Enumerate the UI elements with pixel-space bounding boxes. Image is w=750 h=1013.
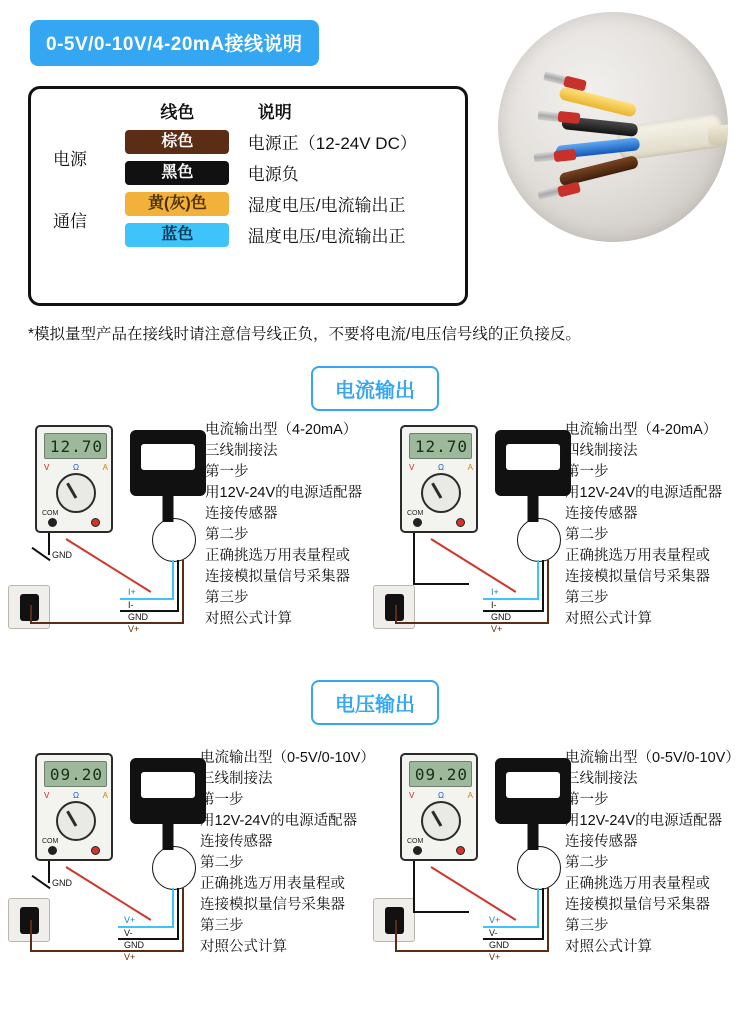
meter-dial [56, 801, 96, 841]
text-line: 连接模拟量信号采集器 [565, 897, 710, 913]
wire-brown [182, 560, 184, 622]
multimeter [35, 753, 113, 861]
text-line: 正确挑选万用表量程或 [200, 876, 345, 892]
text-line: 用12V-24V的电源适配器 [565, 813, 723, 829]
power-outlet [8, 898, 50, 942]
text-line: 对照公式计算 [200, 939, 287, 955]
wire-black-gnd [48, 861, 50, 883]
diagram-current-3wire [0, 420, 375, 670]
legend-header-color: 线色 [160, 103, 195, 122]
swatch-yellow: 黄(灰)色 [125, 192, 229, 216]
legend-desc-brown: 电源正（12-24V DC） [247, 134, 417, 153]
text-line: 电流输出型（0-5V/0-10V） [200, 750, 375, 766]
meter-jack-black [413, 846, 422, 855]
wire-brown-h [30, 950, 184, 952]
legend-group-comm: 通信 [53, 211, 87, 231]
text-line: 第一步 [200, 792, 244, 808]
section-badge-voltage: 电压输出 [311, 680, 439, 725]
sensor-window [506, 772, 560, 798]
text-line: 对照公式计算 [565, 939, 652, 955]
wire-brown-down [395, 920, 397, 951]
meter-dial [421, 473, 461, 513]
swatch-blue: 蓝色 [125, 223, 229, 247]
section-badge-current: 电流输出 [311, 366, 439, 411]
wire-brown-h [30, 622, 184, 624]
wire-black-lead [413, 533, 415, 583]
text-line: 电流输出型（4-20mA） [565, 422, 718, 438]
text-line: 连接模拟量信号采集器 [205, 569, 350, 585]
legend-row [31, 188, 465, 219]
diagram-text-voltage-3wire [200, 748, 375, 958]
meter-dial [56, 473, 96, 513]
text-line: 第一步 [205, 464, 249, 480]
sensor-probe [130, 430, 206, 496]
text-line: 第一步 [565, 792, 609, 808]
text-line: 第一步 [565, 464, 609, 480]
wire-brown-h [395, 950, 549, 952]
wire-black-lead [413, 861, 415, 911]
meter-display: 09.20 [44, 761, 107, 787]
sensor-window [141, 772, 195, 798]
wire-black2 [177, 560, 179, 610]
text-line: 四线制接法 [565, 443, 638, 459]
wire-blue [537, 560, 539, 598]
diagram-text-current-4wire [565, 420, 722, 630]
diagram-current-4wire [365, 420, 750, 670]
text-line: 第二步 [565, 527, 609, 543]
text-line: 用12V-24V的电源适配器 [205, 485, 363, 501]
page-title: 0-5V/0-10V/4-20mA接线说明 [30, 20, 319, 66]
multimeter [400, 425, 478, 533]
meter-mark-v: V [409, 791, 415, 800]
cable-split [152, 846, 196, 890]
meter-marks [44, 791, 108, 800]
text-line: 正确挑选万用表量程或 [565, 876, 710, 892]
text-line: 第二步 [565, 855, 609, 871]
text-line: 连接模拟量信号采集器 [200, 897, 345, 913]
meter-mark-ohm: Ω [438, 463, 444, 472]
label-gnd: GND [52, 550, 72, 560]
multimeter [35, 425, 113, 533]
text-line: 连接传感器 [565, 834, 638, 850]
sensor-window [506, 444, 560, 470]
legend-row [31, 126, 465, 157]
sensor-window [141, 444, 195, 470]
wire-black2 [542, 888, 544, 938]
wire-black-gnd [48, 533, 50, 555]
label-v-plus: V+ [128, 624, 140, 634]
wire-red-probe [65, 866, 151, 921]
power-outlet [373, 898, 415, 942]
wire-brown [182, 888, 184, 950]
text-line: 三线制接法 [205, 443, 278, 459]
meter-jack-black [48, 846, 57, 855]
wire-brown-h [395, 622, 549, 624]
diagram-text-voltage-4wire [565, 748, 740, 958]
label-gnd2: GND [489, 940, 509, 950]
legend-header-desc: 说明 [257, 103, 292, 122]
text-line: 连接模拟量信号采集器 [565, 569, 710, 585]
cable-split [517, 518, 561, 562]
wire-brown [547, 560, 549, 622]
text-line: 第三步 [565, 590, 609, 606]
label-v-plus-1: V+ [124, 915, 136, 925]
text-line: 对照公式计算 [565, 611, 652, 627]
meter-mark-v: V [44, 463, 50, 472]
text-line: 第三步 [205, 590, 249, 606]
text-line: 用12V-24V的电源适配器 [200, 813, 358, 829]
text-line: 连接传感器 [205, 506, 278, 522]
wire-brown [547, 888, 549, 950]
text-line: 正确挑选万用表量程或 [205, 548, 350, 564]
meter-mark-ohm: Ω [73, 463, 79, 472]
text-line: 电流输出型（0-5V/0-10V） [565, 750, 740, 766]
meter-com-label: COM [407, 510, 424, 517]
meter-mark-a: A [467, 791, 473, 800]
text-line: 三线制接法 [200, 771, 273, 787]
diagram-voltage-4wire [365, 748, 750, 998]
label-i-plus: I+ [128, 587, 136, 597]
label-gnd: GND [52, 878, 72, 888]
meter-marks [44, 463, 108, 472]
text-line: 正确挑选万用表量程或 [565, 548, 710, 564]
meter-display: 12.70 [44, 433, 107, 459]
meter-mark-a: A [102, 463, 108, 472]
wire-color-legend [28, 86, 468, 306]
cable-split [152, 518, 196, 562]
text-line: 第二步 [205, 527, 249, 543]
meter-jack-red [91, 846, 100, 855]
label-v-plus-1: V+ [489, 915, 501, 925]
diagram-voltage-3wire [0, 748, 375, 998]
meter-mark-ohm: Ω [438, 791, 444, 800]
multimeter [400, 753, 478, 861]
label-i-minus: I- [128, 600, 134, 610]
meter-com-label: COM [407, 838, 424, 845]
wire-blue [537, 888, 539, 926]
wire-blue [172, 560, 174, 598]
cable-split [517, 846, 561, 890]
meter-mark-a: A [467, 463, 473, 472]
meter-display: 09.20 [409, 761, 472, 787]
label-v-plus-2: V+ [124, 952, 136, 962]
meter-display: 12.70 [409, 433, 472, 459]
text-line: 对照公式计算 [205, 611, 292, 627]
wire-red-probe [65, 538, 151, 593]
meter-mark-ohm: Ω [73, 791, 79, 800]
text-line: 连接传感器 [565, 506, 638, 522]
sensor-probe [130, 758, 206, 824]
text-line: 连接传感器 [200, 834, 273, 850]
label-v-minus: V- [489, 928, 498, 938]
legend-desc-blue: 温度电压/电流输出正 [247, 227, 406, 246]
text-line: 第二步 [200, 855, 244, 871]
label-gnd2: GND [491, 612, 511, 622]
text-line: 用12V-24V的电源适配器 [565, 485, 723, 501]
meter-jack-red [456, 846, 465, 855]
meter-mark-v: V [409, 463, 415, 472]
wire-brown-down [30, 920, 32, 951]
wire-black-lead-h [413, 911, 469, 913]
wire-black-lead-h [413, 583, 469, 585]
wire-black2 [177, 888, 179, 938]
meter-jack-red [456, 518, 465, 527]
meter-mark-a: A [102, 791, 108, 800]
text-line: 第三步 [200, 918, 244, 934]
text-line: 第三步 [565, 918, 609, 934]
label-i-plus: I+ [491, 587, 499, 597]
legend-desc-yellow: 湿度电压/电流输出正 [247, 196, 406, 215]
sensor-probe [495, 758, 571, 824]
sensor-probe [495, 430, 571, 496]
meter-com-label: COM [42, 838, 59, 845]
wire-brown-down [395, 605, 397, 623]
swatch-brown: 棕色 [125, 130, 229, 154]
meter-marks [409, 463, 473, 472]
wire-blue [172, 888, 174, 926]
label-v-minus: V- [124, 928, 133, 938]
label-gnd2: GND [124, 940, 144, 950]
text-line: 电流输出型（4-20mA） [205, 422, 358, 438]
label-v-plus: V+ [491, 624, 503, 634]
label-gnd2: GND [128, 612, 148, 622]
meter-dial [421, 801, 461, 841]
diagram-text-current-3wire [205, 420, 362, 630]
meter-mark-v: V [44, 791, 50, 800]
wire-brown-down [30, 605, 32, 623]
meter-com-label: COM [42, 510, 59, 517]
wire-black2 [542, 560, 544, 610]
meter-marks [409, 791, 473, 800]
meter-jack-black [48, 518, 57, 527]
swatch-black: 黑色 [125, 161, 229, 185]
label-v-plus-2: V+ [489, 952, 501, 962]
legend-desc-black: 电源负 [247, 165, 299, 184]
legend-group-power: 电源 [53, 149, 87, 169]
text-line: 三线制接法 [565, 771, 638, 787]
meter-jack-black [413, 518, 422, 527]
meter-jack-red [91, 518, 100, 527]
label-i-minus: I- [491, 600, 497, 610]
cable-photo [498, 12, 728, 242]
polarity-note: *模拟量型产品在接线时请注意信号线正负，不要将电流/电压信号线的正负接反。 [28, 326, 581, 343]
